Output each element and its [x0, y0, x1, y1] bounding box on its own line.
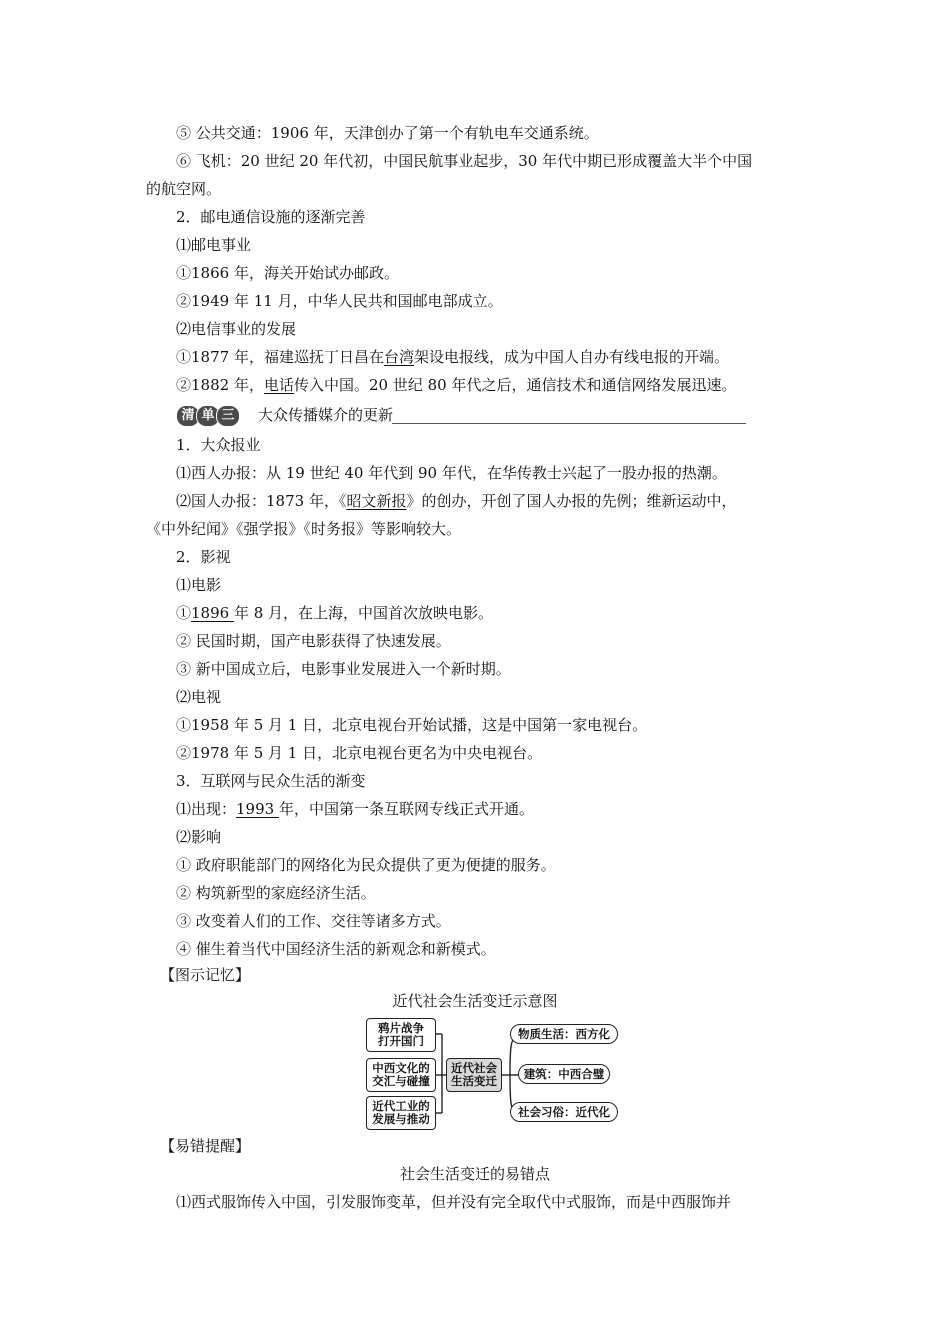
box-text: 交汇与碰撞: [372, 1074, 430, 1088]
badge-char: 三: [216, 405, 240, 427]
diagram-cause-box: [366, 1096, 436, 1130]
subheading: 3．互联网与民众生活的渐变: [176, 772, 366, 790]
text-span: 年 8 月，在上海，中国首次放映电影。: [233, 604, 494, 622]
text-span: 架设电报线，成为中国人自办有线电报的开端。: [413, 348, 729, 366]
text-line: ①1958 年 5 月 1 日，北京电视台开始试播，这是中国第一家电视台。: [176, 716, 648, 734]
concept-diagram: [360, 1018, 620, 1130]
text-line: ⑴西式服饰传入中国，引发服饰变革，但并没有完全取代中式服饰，而是中西服饰并: [176, 1193, 732, 1211]
diagram-result-box: 物质生活：西方化: [510, 1024, 618, 1044]
diagram-center-box: [446, 1058, 502, 1092]
diagram-title: 近代社会生活变迁示意图: [392, 992, 558, 1010]
text-span: ⑵国人办报：1873 年，《: [176, 492, 347, 510]
text-line: ⑤ 公共交通：1906 年，天津创办了第一个有轨电车交通系统。: [176, 124, 599, 142]
section-rule: [392, 423, 746, 424]
text-span: ①: [176, 604, 192, 622]
underlined-term: 台湾: [383, 348, 414, 366]
text-line: [176, 375, 736, 395]
underlined-term: 昭文新报: [346, 492, 407, 510]
text-line: ③ 改变着人们的工作、交往等诸多方式。: [176, 912, 451, 930]
text-span: ②1882 年，: [176, 376, 264, 394]
text-line: ⑴电影: [176, 576, 222, 594]
text-line: ② 构筑新型的家庭经济生活。: [176, 884, 376, 902]
text-line: ⑴西人办报：从 19 世纪 40 年代到 90 年代，在华传教士兴起了一股办报的热潮。: [176, 464, 727, 482]
box-text: 中西文化的: [372, 1061, 430, 1075]
text-line: ⑵电信事业的发展: [176, 320, 297, 338]
text-line: ② 民国时期，国产电影获得了快速发展。: [176, 632, 451, 650]
section-label: 【图示记忆】: [160, 966, 251, 984]
section-label: 【易错提醒】: [160, 1137, 251, 1155]
diagram-cause-box: [366, 1018, 436, 1052]
diagram-result-box: 建筑：中西合璧: [518, 1064, 610, 1084]
badge-char: 单: [196, 405, 220, 427]
text-line: ②1978 年 5 月 1 日，北京电视台更名为中央电视台。: [176, 744, 543, 762]
text-line: ②1949 年 11 月，中华人民共和国邮电部成立。: [176, 292, 503, 310]
text-span: 传入中国。20 世纪 80 年代之后，通信技术和通信网络发展迅速。: [293, 376, 737, 394]
text-line: ① 政府职能部门的网络化为民众提供了更为便捷的服务。: [176, 856, 556, 874]
underlined-term: 1896: [191, 604, 234, 622]
box-text: 生活变迁: [451, 1074, 497, 1088]
text-line: [176, 347, 729, 367]
box-text: 近代工业的: [372, 1099, 430, 1113]
subheading: 2．邮电通信设施的逐渐完善: [176, 208, 366, 226]
text-line: [176, 491, 736, 511]
text-line: ⑴邮电事业: [176, 236, 252, 254]
badge-char: 清: [176, 405, 200, 427]
text-line: ⑵影响: [176, 828, 222, 846]
text-span: ⑴出现：: [176, 800, 237, 818]
text-line: ⑥ 飞机：20 世纪 20 年代初，中国民航事业起步，30 年代中期已形成覆盖大半个中国: [176, 152, 753, 170]
section-badge: [176, 405, 236, 425]
box-text: 打开国门: [378, 1034, 424, 1048]
text-line: ⑵电视: [176, 688, 222, 706]
text-span: ①1877 年，福建巡抚丁日昌在: [176, 348, 384, 366]
box-text: 近代社会: [451, 1061, 497, 1075]
section-title: 大众传播媒介的更新: [258, 406, 394, 424]
text-line: ③ 新中国成立后，电影事业发展进入一个新时期。: [176, 660, 511, 678]
text-line: 《中外纪闻》《强学报》《时务报》等影响较大。: [146, 520, 462, 538]
underlined-term: 电话: [263, 376, 294, 394]
text-line: 的航空网。: [146, 180, 222, 198]
subsection-title: 社会生活变迁的易错点: [399, 1165, 550, 1183]
text-span: 》的创办，开创了国人办报的先例；维新运动中，: [406, 492, 737, 510]
subheading: 2．影视: [176, 548, 231, 566]
subheading: 1．大众报业: [176, 436, 261, 454]
text-line: ④ 催生着当代中国经济生活的新观念和新模式。: [176, 940, 496, 958]
text-line: [176, 799, 534, 819]
underlined-term: 1993: [236, 800, 279, 818]
text-line: ①1866 年，海关开始试办邮政。: [176, 264, 399, 282]
box-text: 鸦片战争: [378, 1021, 424, 1035]
diagram-cause-box: [366, 1058, 436, 1092]
text-span: 年，中国第一条互联网专线正式开通。: [278, 800, 534, 818]
box-text: 发展与推动: [372, 1112, 430, 1126]
diagram-result-box: 社会习俗：近代化: [510, 1102, 618, 1122]
text-line: [176, 603, 493, 623]
